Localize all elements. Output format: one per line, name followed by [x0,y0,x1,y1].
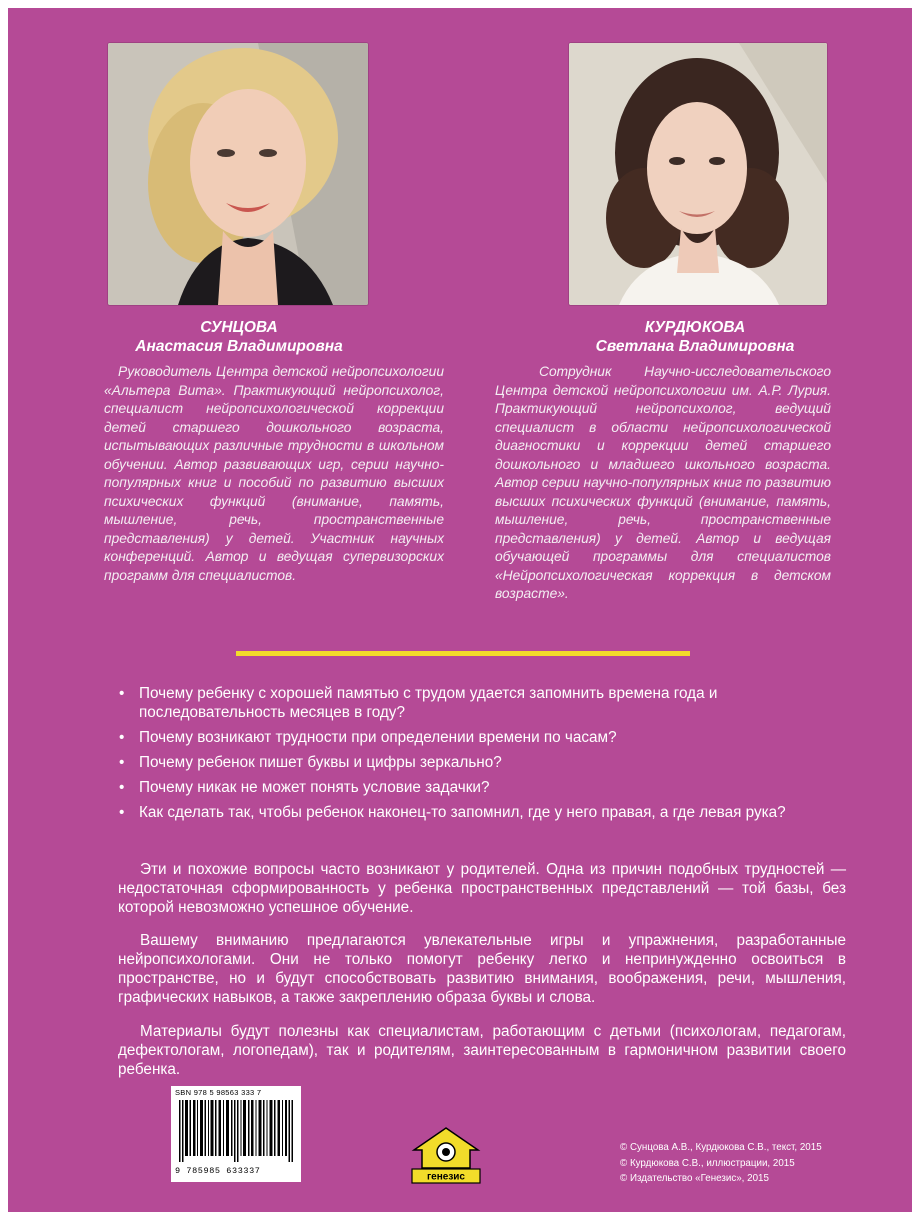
bullet-icon: • [119,804,125,821]
portrait-blonde-woman [108,43,368,305]
copyright-line: © Сунцова А.В., Курдюкова С.В., текст, 2015 [620,1142,822,1153]
questions-list [115,684,855,828]
list-item [115,778,855,797]
question-text: Почему ребенок пишет буквы и цифры зеркально? [139,754,502,771]
publisher-logo-icon [406,1126,486,1186]
author-surname: СУНЦОВА [200,319,278,336]
author-name-2 [560,318,830,356]
author-bio-2: Сотрудник Научно-исследовательского Центра детской нейропсихологии им. А.Р. Лурия. Практикующий нейропсихолог, ведущий специалист в области нейропсихологической диагностики и коррекции детей старшего дошкольного и младшего школьного возраста. Автор серии научно-популярных книг по развитию высших психических функций (внимание, память, мышление, речь, пространственные представления) у детей. Автор и ведущая обучающей программы для специалистов «Нейропсихологическая коррекция в детском возрасте». [495,364,831,601]
yellow-divider [236,651,690,656]
description-paragraph-2: Вашему вниманию предлагаются увлекательные игры и упражнения, разработанные нейропсихологами. Они не только помогут ребенку легко и непринужденно освоиться в пространстве, но и будут способствовать развитию внимания, воображения, речи, мышления, графических навыков, а также закреплению образа буквы и слова. [118,932,846,1006]
question-text: Почему никак не может понять условие задачки? [139,779,490,796]
author-given-names: Анастасия Владимировна [135,338,343,355]
bullet-icon: • [119,729,125,746]
description-paragraph-3: Материалы будут полезны как специалистам, работающим с детьми (психологам, педагогам, дефектологам, логопедам), так и родителям, заинтересованным в гармоничном развитии своего ребенка. [118,1023,846,1078]
barcode-bars-icon [179,1100,293,1162]
author-name-1 [104,318,374,356]
author-photo-suntsova [108,43,368,305]
portrait-brunette-woman [569,43,827,305]
copyright-line: © Курдюкова С.В., иллюстрации, 2015 [620,1157,795,1169]
ean-digits: 9 785985 633337 [175,1166,261,1176]
description-paragraph-1: Эти и похожие вопросы часто возникают у родителей. Одна из причин подобных трудностей — недостаточная сформированность у ребенка пространственных представлений — той базы, без которой невозможно успешное обучение. [118,861,846,916]
list-item [115,684,855,722]
bullet-icon: • [119,779,125,796]
author-bio-1: Руководитель Центра детской нейропсихологии «Альтера Вита». Практикующий нейропсихолог, специалист нейропсихологической коррекции детей старшего дошкольного возраста, испытывающих различные трудности в школьном обучении. Автор развивающих игр, серии научно-популярных книг и пособий по развитию высших психических функций (внимание, память, мышление, речь, пространственные представления) у детей. Участник научных конференций. Автор и ведущая супервизорских программ для специалистов. [104,364,444,583]
list-item [115,753,855,772]
bullet-icon: • [119,685,125,702]
copyright-line: © Издательство «Генезис», 2015 [620,1173,769,1184]
author-photo-kurdyukova [569,43,827,305]
isbn-barcode [171,1086,301,1182]
author-given-names: Светлана Владимировна [595,338,795,355]
list-item [115,803,855,822]
list-item [115,728,855,747]
back-cover [8,8,912,1212]
question-text: Почему возникают трудности при определении времени по часам? [139,729,617,746]
question-text: Как сделать так, чтобы ребенок наконец-то запомнил, где у него правая, а где левая рука? [139,804,786,821]
author-surname: КУРДЮКОВА [644,319,746,336]
bullet-icon: • [119,754,125,771]
copyright-block [620,1140,880,1187]
isbn-label: SBN 978 5 98563 333 7 [175,1088,262,1097]
question-text: Почему ребенку с хорошей памятью с трудом удается запомнить времена года и последовательность месяцев в году? [139,685,718,721]
publisher-logo-text: генезис [426,1171,466,1183]
